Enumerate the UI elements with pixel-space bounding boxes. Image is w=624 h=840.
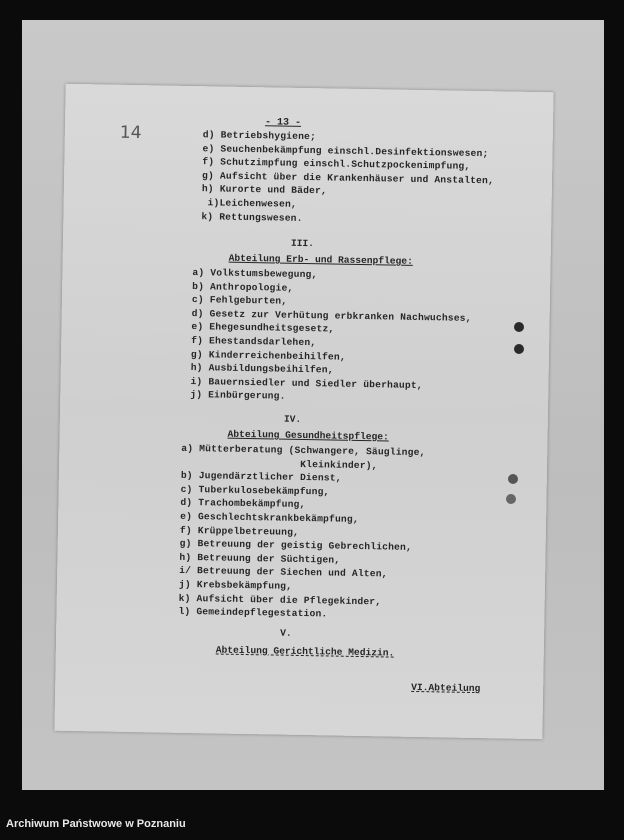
list-item: l) Gemeindepflegestation. [178, 605, 328, 620]
list-item: k) Rettungswesen. [201, 210, 303, 224]
list-item: h) Betreuung der Süchtigen, [179, 551, 341, 566]
list-item: b) Jugendärztlicher Dienst, [180, 470, 342, 484]
section-iii-numeral: III. [290, 237, 315, 250]
continuation-note: VI.Abteilung [411, 681, 481, 695]
section-iv-heading: Abteilung Gesundheitspflege: [227, 428, 389, 443]
list-item: g) Aufsicht über die Krankenhäuser und Anstalten, [202, 169, 495, 187]
list-item: h) Kurorte und Bäder, [201, 183, 328, 197]
document-page [54, 84, 553, 739]
list-item: Kleinkinder), [181, 456, 378, 471]
list-item: d) Trachombekämpfung, [180, 497, 306, 511]
list-item: d) Betriebshygiene; [202, 129, 317, 143]
list-item: j) Einbürgerung. [190, 389, 286, 403]
punch-hole [514, 322, 524, 332]
punch-hole [506, 494, 516, 504]
margin-note: 14 [119, 122, 142, 144]
punch-hole [514, 344, 524, 354]
list-item: f) Ehestandsdarlehen, [191, 334, 317, 349]
list-item: c) Fehlgeburten, [191, 294, 288, 307]
list-item: b) Anthropologie, [192, 280, 294, 294]
list-item: i/ Betreuung der Siechen und Alten, [179, 565, 388, 580]
list-item: a) Mütterberatung (Schwangere, Säuglinge, [181, 442, 426, 459]
section-ii-list [201, 128, 495, 228]
page-number: - 13 - [264, 117, 302, 129]
punch-hole [508, 474, 518, 484]
list-item: k) Aufsicht über die Pflegekinder, [178, 592, 382, 607]
list-item: a) Volkstumsbewegung, [192, 267, 318, 281]
archive-credit: Archiwum Państwowe w Poznaniu [6, 818, 186, 830]
section-iv-list [178, 442, 425, 623]
list-item: d) Gesetz zur Verhütung erbkranken Nachwuchses, [191, 307, 472, 324]
list-item: g) Betreuung der geistig Gebrechlichen, [179, 538, 413, 554]
list-item: f) Schutzimpfung einschl.Schutzpockenimpfung, [202, 156, 471, 173]
list-item: j) Krebsbekämpfung, [178, 578, 293, 592]
list-item: f) Krüppelbetreuung, [179, 524, 300, 538]
list-item: i) Bauernsiedler und Siedler überhaupt, [190, 375, 423, 391]
list-item: g) Kinderreichenbeihilfen, [190, 348, 346, 363]
list-item: e) Geschlechtskrankbekämpfung, [180, 510, 359, 525]
list-item: i)Leichenwesen, [201, 197, 298, 210]
list-item: h) Ausbildungsbeihilfen, [190, 362, 334, 376]
list-item: e) Seuchenbekämpfung einschl.Desinfektionswesen; [202, 142, 489, 159]
section-iii-heading: Abteilung Erb- und Rassenpflege: [228, 252, 413, 267]
section-v-heading: Abteilung Gerichtliche Medizin. [215, 644, 395, 659]
section-v-numeral: V. [280, 627, 292, 639]
list-item: e) Ehegesundheitsgesetz, [191, 321, 335, 335]
section-iii-list [190, 266, 472, 407]
list-item: c) Tuberkulosebekämpfung, [180, 483, 330, 498]
section-iv-numeral: IV. [283, 413, 302, 425]
